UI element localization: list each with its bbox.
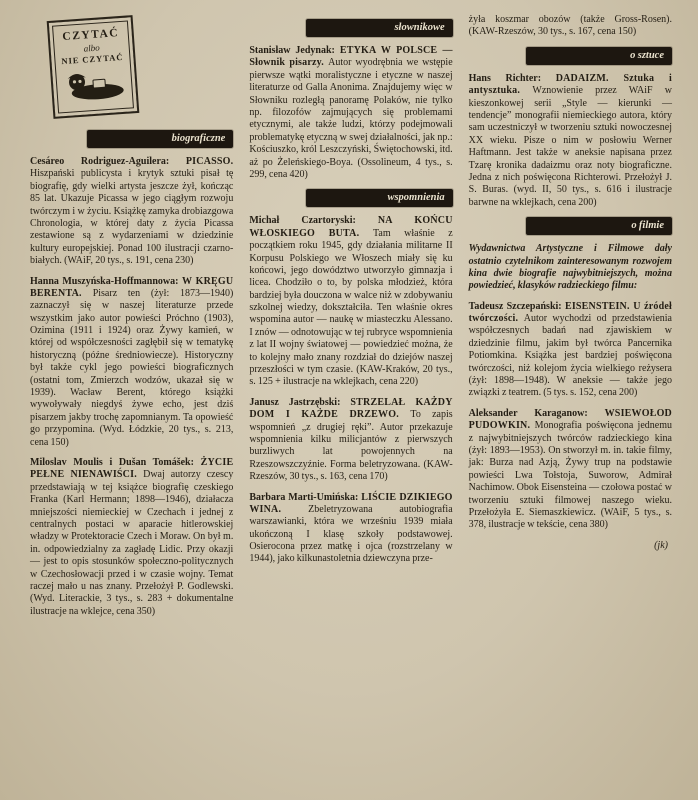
section-header-wspomnienia: wspomnienia: [306, 189, 452, 207]
entry-title: EISENSTEIN. U źródeł twórczości.: [468, 300, 672, 325]
entry-title: PICASSO.: [185, 156, 234, 168]
entry-author: Hanna Muszyńska-Hoffmannowa:: [30, 275, 179, 287]
section-header-o-sztuce: o sztuce: [526, 47, 672, 65]
entry-title: ETYKA W POLSCE — Słownik pisarzy.: [249, 45, 453, 69]
review-entry-na-koncu-wloskiego-buta: [249, 215, 452, 388]
review-entry-pudowkin: [469, 408, 672, 532]
review-entry-eisenstein: [469, 301, 672, 400]
entry-title: W KRĘGU BERENTA.: [30, 275, 234, 299]
entry-body: Autor wychodzi od przedstawienia współczesnych badań nad zjawiskiem w dziedzinie filmu, jakim był twórca Pancernika Potiomkina. Książka jest bardziej poświęcona twórczości, niż kolejom życia wielkiego reżysera (żył: 1898—1948). W aneksie — także jego związki z teatrem. (5 tys. s. 152, cena 200): [468, 313, 672, 399]
stamp-text-top: CZYTAĆ: [62, 27, 120, 44]
three-column-layout: [30, 14, 672, 626]
entry-body: żyła koszmar obozów (także Gross-Rosen). (KAW-Rzeszów, 30 tys., s. 167, cena 150): [468, 14, 672, 38]
entry-title: STRZELAŁ KAŻDY DOM I KAŻDE DRZEWO.: [249, 396, 453, 421]
reading-figure-icon: [62, 66, 126, 102]
entry-author: Tadeusz Szczepański:: [468, 300, 562, 312]
entry-title: NA KOŃCU WŁOSKIEGO BUTA.: [249, 215, 453, 239]
entry-title: WSIEWOŁOD PUDOWKIN.: [468, 407, 672, 432]
entry-body: Tam właśnie z początkiem roku 1945, gdy działania militarne II Korpusu Polskiego we Włoszech miały się ku końcowi, jego dowództwo utworzyło gimnazja i licea. Chodziło o to, by polska młodzież, która bardziej była douczona w walce niż w zdobywaniu szkolnej wiedzy, dokształciła. Ten właśnie okres wspomina autor — naukę w miasteczku Alessano. I znów — odnotowując w tej rubryce wspomnienia z lat II wojny światowej — powiedzieć można, że to kolejny mało znany rozdział do dziejów naszej przeszłości w tym czasie. (KAW-Kraków, 20 tys., s. 125 + ilustracje na wklejkach, cena 220): [249, 227, 453, 388]
entry-author: Michał Czartoryski:: [249, 215, 356, 227]
review-entry-strzelal-kazdy-dom: [249, 397, 452, 484]
entry-title: ŻYCIE PEŁNE NIENAWIŚCI.: [30, 457, 234, 481]
entry-body: Wznowienie przez WAiF w kieszonkowej serii „Style — kierunki — tendencje” monografii niemieckiego autora, który sam uczestniczył w tworzeniu sztuki nowoczesnej XX wieku. Pisze o nim w posłowiu Werner Haftmann. Jest także w aneksie napisana przez Tzarę kronika dadaizmu oraz noty biograficzne. Jedna z nich poświęcona Richterowi. Przełożył J. S. Buras. (wyd. II, 50 tys., s. 616 i ilustracje barwne na wklejkach, cena 200): [468, 85, 672, 208]
column-2: [249, 14, 452, 626]
entry-body: Autor wyodrębnia we wstępie pierwsze wątki moralistyczne i etyczne w naszej literaturze od Galla Anonima. Znajdujemy więc w Słowniku rozległą panoramę Polaków, nie tylko np. filozofów zajmujących się problemami etycznymi, ale także ludzi, którzy podejmowali problematykę etyczną w swej działalności, jak np.: Kościuszko, król Leszczyński, Świętochowski, itd. aż po Żeleńskiego-Boya. (Ossolineum, 4 tys., s. 299, cena 420): [249, 57, 453, 180]
entry-body: Monografia poświęcona jednemu z najwybitniejszych twórców radzieckiego kina (żył: 1893—1953). On stworzył m. in. takie filmy, jak: Burza nad Azją, Żywy trup na podstawie powieści Lwa Tołstoja, Suworow, Admirał Nachimow. Obok Eisensteina — czołowa postać w tworzeniu sztuki filmowej naszego wieku. Przełożyła E. Siemaszkiewicz. (WAiF, 5 tys., s. 378, ilustracje w tekście, cena 380): [468, 420, 672, 531]
review-entry-dadaizm: [469, 73, 672, 209]
stamp-text-bottom: NIE CZYTAĆ: [61, 52, 124, 67]
entry-author: Janusz Jastrzębski:: [249, 396, 341, 408]
entry-author: Aleksander Karaganow:: [468, 407, 588, 419]
entry-body: Wydawnictwa Artystyczne i Filmowe dały ostatnio czytelnikom zainteresowanym rozwojem kina dwie biografie najwybitniejszych, można powiedzieć, klasyków radzieckiego filmu:: [468, 243, 672, 292]
entry-body: Zbeletryzowana autobiografia warszawianki, która we wrześniu 1939 miała ukończoną I klasę szkoły podstawowej. Osierocona przez matkę i ojca (rozstrzelany w 1944), jako kilkunastoletnia dziewczyna prze-: [249, 503, 453, 565]
read-or-not-stamp: [47, 15, 140, 119]
entry-body: Dwaj autorzy czescy przedstawiają w tej książce biografię czeskiego Franka (Karl Hermann; 1898—1946), działacza mniejszości niemieckiej w Czechach i jednej z centralnych postaci w aparacie hitlerowskiej władzy w Protektoracie Czech i Moraw. On był m. in. odpowiedzialny za zagładę Lidic. Przy okazji — jest to opis stosunków społeczno-politycznych w Czechosłowacji przed i w czasie wojny. Temat raczej mało u nas znany. Przełożył P. Godlewski. (Wyd. Literackie, 3 tys., s. 283 + dokumentalne ilustracje na wklejce, cena 350): [30, 469, 234, 617]
review-entry-berent: [30, 276, 233, 449]
entry-author: Barbara Marti-Umińska:: [249, 491, 359, 503]
entry-author: Stanisław Jedynak:: [249, 45, 335, 57]
section-header-biograficzne: biograficzne: [87, 130, 233, 148]
section-header-o-filmie: o filmie: [526, 217, 672, 235]
review-entry-zycie-pelne-nienawisci: [30, 457, 233, 618]
entry-author: Hans Richter:: [468, 72, 542, 84]
review-entry-continuation: [469, 14, 672, 39]
entry-body: Pisarz ten (żył: 1873—1940) zaznaczył się w naszej literaturze przede wszystkim jako autor powieści Próchno (1903), Ozimina (1911 i 1924) oraz Żywy kamień, w której od współczesności zagłębił się w tematykę historyczną (późne średniowiecze). Historyczny był także cykl jego powieści biograficznych (ostatni tom, Zmierzch wodzów, ukazał się w 1939). Wacław Berent, którego książki wywoływały niegdyś żywe echo, jest dziś pisarzem jakby trochę zapomnianym. Ta opowieść go przypomina. (Wyd. Łódzkie, 20 tys., s. 213, cena 150): [30, 287, 234, 448]
entry-author: Miloslav Moulis i Dušan Tomášek:: [30, 457, 194, 468]
entry-title: DADAIZM. Sztuka i antysztuka.: [468, 72, 672, 97]
reviewer-signature: (jk): [654, 539, 668, 551]
entry-body: To zapis wspomnień „z drugiej ręki”. Autor przekazuje wspomnienia kilku milicjantów z pierwszych burzliwych lat powojennych na Rzeszowszczyźnie. Forma beletryzowana. (KAW-Rzeszów, 30 tys., s. 163, cena 170): [249, 409, 453, 483]
stamp-text-middle: albo: [83, 42, 101, 54]
entry-title: LIŚCIE DZIKIEGO WINA.: [249, 491, 453, 515]
column-3: [469, 14, 672, 626]
entry-author: Cesáreo Rodriguez-Aguilera:: [30, 156, 170, 168]
entry-body: Hiszpański publicysta i krytyk sztuki pisał tę biografię, gdy wielki artysta jeszcze żył, kończąc 85 lat. Ukazuje Picassa w jego ciągłym rozwoju twórczym i w życiu. Książkę zamyka drobiazgowa Chronologia, w której daty z życia Picassa zestawione są z wydarzeniami w dziedzinie kultury europejskiej. Ponad 100 ilustracji czarno-białych. (WAiF, 20 tys., s. 191, cena 230): [30, 168, 234, 267]
review-entry-picasso: [30, 156, 233, 268]
column-1: [30, 14, 233, 626]
film-section-intro: [469, 243, 672, 293]
review-entry-liscie-dzikiego-wina: [249, 492, 452, 566]
review-entry-etyka-w-polsce: [249, 45, 452, 181]
section-header-slownikowe: słownikowe: [306, 19, 452, 37]
